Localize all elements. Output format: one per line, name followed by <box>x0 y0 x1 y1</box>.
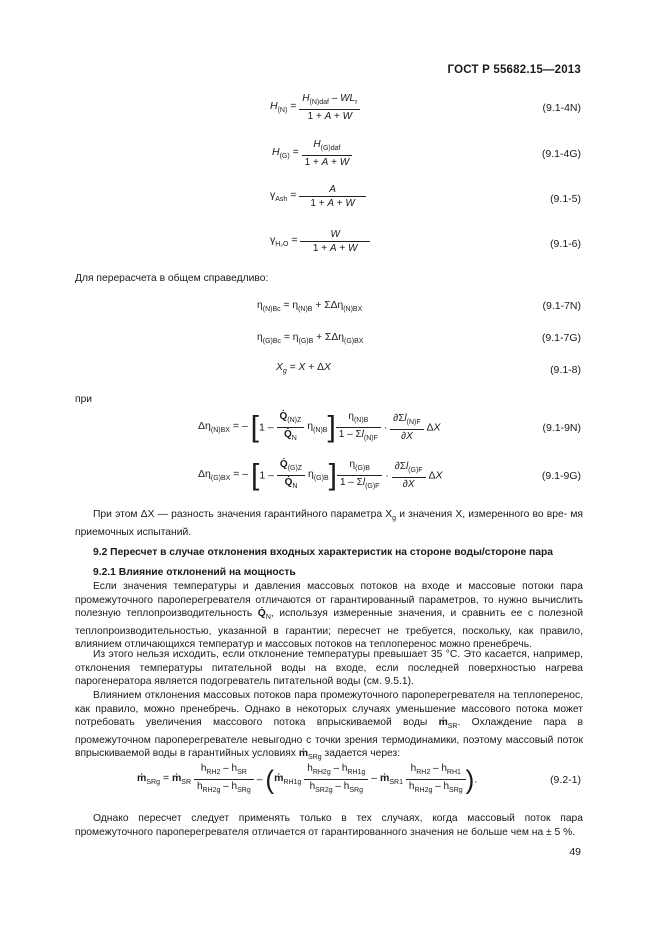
equation-9-1-4g: $H_{(G)}$ = $\frac{H_{(G)daf}}{1 + A + W}$ (9.1-4G) <box>272 139 581 168</box>
pri-label: при <box>75 394 93 405</box>
equation-number: (9.1-7G) <box>541 332 581 344</box>
standard-code-header: ГОСТ Р 55682.15—2013 <box>447 64 581 76</box>
equation-number: (9.1-6) <box>550 238 581 250</box>
equation-9-1-6: $\gamma_{H_2O}$ = $\frac{W}{1 + A + W}$ (9.1-6) <box>270 229 581 254</box>
equation-9-1-4n: $H_{(N)}$ = $\frac{H_{(N)daf} - WL_r}{1 + A + W}$ (9.1-4N) <box>270 93 581 122</box>
equation-9-1-8: $X_g = X + \Delta X$ (9.1-8) <box>276 362 581 376</box>
equation-number: (9.1-9N) <box>542 422 581 434</box>
page-number: 49 <box>569 846 581 858</box>
paragraph-1: Если значения температуры и давления массовых потоков на входе и массовые потоки пара промежуточного пароперегревателя отличаются от гарантированный параметров, то нужно вычислить полезную теплопроизводительность $Q̇_N$, используя измеренные значения, и сравнить ее с полезной теплопроизводительностью, указанной в гарантии; пересчет не требуется, поскольку, как правило, влиянием отличающихся температур и массовых потоков на теплоперенос можно пренебречь. <box>75 581 583 651</box>
equation-number: (9.2-1) <box>550 774 581 786</box>
equation-9-1-5: $\gamma_{Ash}$ = $\frac{A}{1 + A + W}$ (9.1-5) <box>270 184 581 209</box>
paragraph-4: Однако пересчет следует применять только в тех случаях, когда массовый поток пара промежуточного пароперегревателя отличается от гарантированного значения не больше чем на ± 5 %. <box>75 813 583 838</box>
equation-9-1-9g: $\Delta\eta_{(G)BX}$ = – [1 – $\frac{Q̇_{(G)Z}}{Q̇_N}$ $\eta_{(G)B}$] $\frac{\eta_{(G)B}}{1 - \Sigma l_{(G)F}}$ · $\frac{\partial\Sigma l_{(G)F}}{\partial X}$ ΔX (9.1-9G) <box>198 458 581 492</box>
equation-number: (9.1-8) <box>550 364 581 376</box>
section-heading-9-2: 9.2 Пересчет в случае отклонения входных характеристик на стороне воды/стороне пара <box>93 547 554 558</box>
equation-number: (9.1-4N) <box>542 102 581 114</box>
section-heading-9-2-1: 9.2.1 Влияние отклонений на мощность <box>93 567 296 578</box>
paragraph-2: Из этого нельзя исходить, если отклонение температуры превышает 35 °С. Это касается, например, отклонения температуры питательной воды на входе, если последней поверхностью нагрева парогенератора является подогреватель питательной воды (см. 9.5.1). <box>75 649 583 688</box>
equation-number: (9.1-4G) <box>541 148 581 160</box>
paragraph-3: Влиянием отклонения массовых потоков пара промежуточного пароперегревателя на теплоперенос, как правило, можно пренебречь. Однако в некоторых случаях уменьшение массового потока может потребовать увеличения массового потока впрыскиваемой воды ṁ$_{SR}$. Охлаждение пара в промежуточном пароперегревателе невыгодно с точки зрения термодинамики, поэтому массовый поток впрыскиваемой воды в гарантийных условиях ṁ$_{SRg}$ задается через: <box>75 690 583 762</box>
equation-9-1-7n: $\eta_{(N)Bc} = \eta_{(N)B} + \Sigma\Delta\eta_{(N)BX}$ (9.1-7N) <box>257 300 581 314</box>
where-paragraph: При этом ΔX — разность значения гарантийного параметра $X_g$ и значения X, измеренного во вре- мя приемочных испытаний. <box>75 509 583 538</box>
recalc-intro: Для перерасчета в общем справедливо: <box>75 273 269 284</box>
equation-9-2-1: ṁ$_{SRg}$ = ṁ$_{SR}$ $\frac{h_{RH2} - h_{SR}}{h_{RH2g} - h_{SRg}}$ – (ṁ$_{RH1g}$ $\frac{h_{RH2g} - h_{RH1g}}{h_{SR2g} - h_{SRg}}$ – ṁ$_{SR1}$ $\frac{h_{RH2} - h_{RH1}}{h_{RH2g} - h_{SRg}}$ ). (9.2-1) <box>137 763 581 795</box>
equation-9-1-7g: $\eta_{(G)Bc} = \eta_{(G)B} + \Sigma\Delta\eta_{(G)BX}$ (9.1-7G) <box>257 332 581 346</box>
equation-number: (9.1-7N) <box>542 300 581 312</box>
equation-number: (9.1-5) <box>550 193 581 205</box>
equation-9-1-9n: $\Delta\eta_{(N)BX}$ = – [1 – $\frac{Q̇_{(N)Z}}{Q̇_N}$ $\eta_{(N)B}$] $\frac{\eta_{(N)B}}{1 - \Sigma l_{(N)F}}$ · $\frac{\partial\Sigma l_{(N)F}}{\partial X}$ ΔX (9.1-9N) <box>198 410 581 444</box>
equation-number: (9.1-9G) <box>541 470 581 482</box>
